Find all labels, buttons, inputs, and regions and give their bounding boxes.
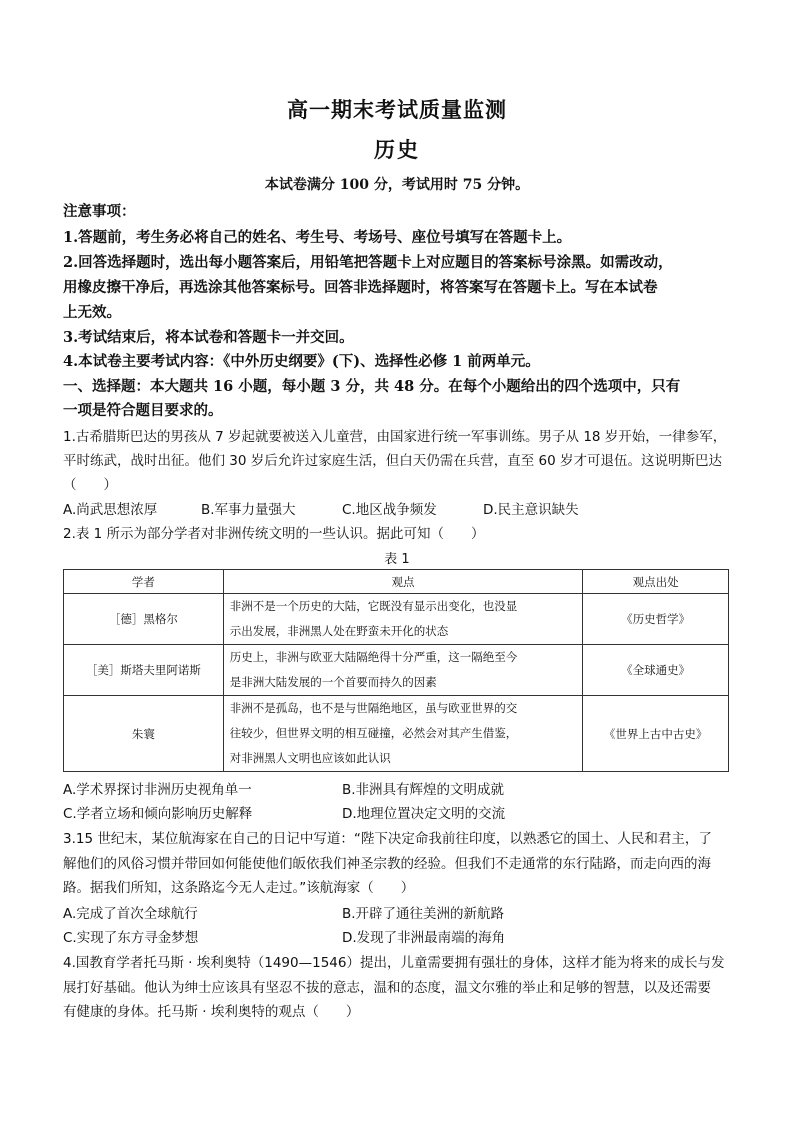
view-line: 是非洲大陆发展的一个首要而持久的因素 — [229, 675, 437, 689]
table-header-row — [64, 570, 729, 594]
table-cell-source: 《全球通史》 — [583, 645, 729, 696]
q1-option-a: A.尚武思想浓厚 — [63, 502, 158, 518]
table-cell-source: 《世界上古中古史》 — [583, 696, 729, 772]
table-caption: 表 1 — [384, 552, 410, 567]
section-heading-line-2: 一项是符合题目要求的。 — [63, 402, 223, 419]
view-line: 非洲不是孤岛，也不是与世隔绝地区，虽与欧亚世界的交 — [229, 701, 518, 715]
notice-item-2-line-3: 上无效。 — [63, 304, 121, 321]
q3-option-c: C.实现了东方寻金梦想 — [63, 930, 199, 946]
q1-option-d: D.民主意识缺失 — [483, 502, 579, 518]
q3-stem-line-1: 3.15 世纪末，某位航海家在自己的日记中写道：“陛下决定命我前往印度，以熟悉它的国土、人民和君主，了 — [63, 831, 712, 847]
table-cell-view — [223, 594, 582, 645]
notice-heading: 注意事项： — [63, 203, 136, 220]
table-cell-view — [223, 645, 582, 696]
q1-stem-line-3: （ ） — [63, 477, 117, 493]
q3-stem-line-3: 路。据我们所知，这条路迄今无人走过。”该航海家（ ） — [63, 880, 415, 896]
table-header-source: 观点出处 — [583, 570, 729, 594]
q2-stem: 2.表 1 所示为部分学者对非洲传统文明的一些认识。据此可知（ ） — [63, 526, 485, 542]
scholars-table — [63, 569, 729, 772]
notice-item-3: 3.考试结束后，将本试卷和答题卡一并交回。 — [63, 329, 354, 346]
q2-option-d: D.地理位置决定文明的交流 — [342, 806, 506, 822]
table-row — [64, 594, 729, 645]
q3-stem-line-2: 解他们的风俗习惯并带回如何能使他们皈依我们神圣宗教的经验。但我们不走通常的东行陆路，而走向西的海 — [63, 856, 711, 872]
table-cell-scholar: ［美］斯塔夫里阿诺斯 — [64, 645, 224, 696]
q3-option-d: D.发现了非洲最南端的海角 — [342, 930, 506, 946]
exam-title: 高一期末考试质量监测 — [287, 98, 507, 122]
table-cell-view — [223, 696, 582, 772]
view-line: 对非洲黑人文明也应该如此认识 — [229, 751, 391, 765]
q4-stem-line-3: 有健康的身体。托马斯 · 埃利奥特的观点（ ） — [63, 1004, 360, 1020]
q4-stem-line-1: 4.国教育学者托马斯 · 埃利奥特（1490—1546）提出，儿童需要拥有强壮的身体，这样才能为将来的成长与发 — [63, 955, 725, 971]
q1-option-c: C.地区战争频发 — [342, 502, 437, 518]
view-line: 历史上，非洲与欧亚大陆隔绝得十分严重，这一隔绝至今 — [229, 650, 518, 664]
table-header-view: 观点 — [223, 570, 582, 594]
view-line: 非洲不是一个历史的大陆，它既没有显示出变化，也没显 — [229, 599, 518, 613]
table-cell-source: 《历史哲学》 — [583, 594, 729, 645]
notice-item-1: 1.答题前，考生务必将自己的姓名、考生号、考场号、座位号填写在答题卡上。 — [63, 229, 572, 246]
score-info: 本试卷满分 100 分，考试用时 75 分钟。 — [264, 177, 530, 193]
section-heading-line-1: 一、选择题：本大题共 16 小题，每小题 3 分，共 48 分。在每个小题给出的四个选项中，只有 — [63, 378, 681, 395]
table-cell-scholar: ［德］黑格尔 — [64, 594, 224, 645]
q1-stem-line-2: 平时练武，战时出征。他们 30 岁后允许过家庭生活，但白天仍需在兵营，直至 60 岁才可退伍。这说明斯巴达 — [63, 453, 723, 469]
q1-stem-line-1: 1.古希腊斯巴达的男孩从 7 岁起就要被送入儿童营，由国家进行统一军事训练。男子从 18 岁开始，一律参军， — [63, 429, 727, 445]
view-line: 往较少，但世界文明的相互碰撞，必然会对其产生借鉴， — [229, 726, 518, 740]
table-cell-scholar: 朱寰 — [64, 696, 224, 772]
notice-item-4: 4.本试卷主要考试内容：《中外历史纲要》(下)、选择性必修 1 前两单元。 — [63, 353, 540, 370]
view-line: 示出发展，非洲黑人处在野蛮未开化的状态 — [229, 624, 449, 638]
q3-option-b: B.开辟了通往美洲的新航路 — [342, 906, 505, 922]
subject-title: 历史 — [374, 138, 420, 162]
q4-stem-line-2: 展打好基础。他认为绅士应该具有坚忍不拔的意志，温和的态度，温文尔雅的举止和足够的智慧，以及还需要 — [63, 980, 711, 996]
q2-option-c: C.学者立场和倾向影响历史解释 — [63, 806, 253, 822]
table-row — [64, 645, 729, 696]
notice-item-2-line-1: 2.回答选择题时，选出每小题答案后，用铅笔把答题卡上对应题目的答案标号涂黑。如需改动， — [63, 254, 673, 271]
q2-option-b: B.非洲具有辉煌的文明成就 — [342, 782, 505, 798]
q3-option-a: A.完成了首次全球航行 — [63, 906, 198, 922]
notice-item-2-line-2: 用橡皮擦干净后，再选涂其他答案标号。回答非选择题时，将答案写在答题卡上。写在本试卷 — [63, 279, 658, 296]
table-header-scholar: 学者 — [64, 570, 224, 594]
q1-option-b: B.军事力量强大 — [201, 502, 296, 518]
table-row — [64, 696, 729, 772]
q2-option-a: A.学术界探讨非洲历史视角单一 — [63, 782, 252, 798]
